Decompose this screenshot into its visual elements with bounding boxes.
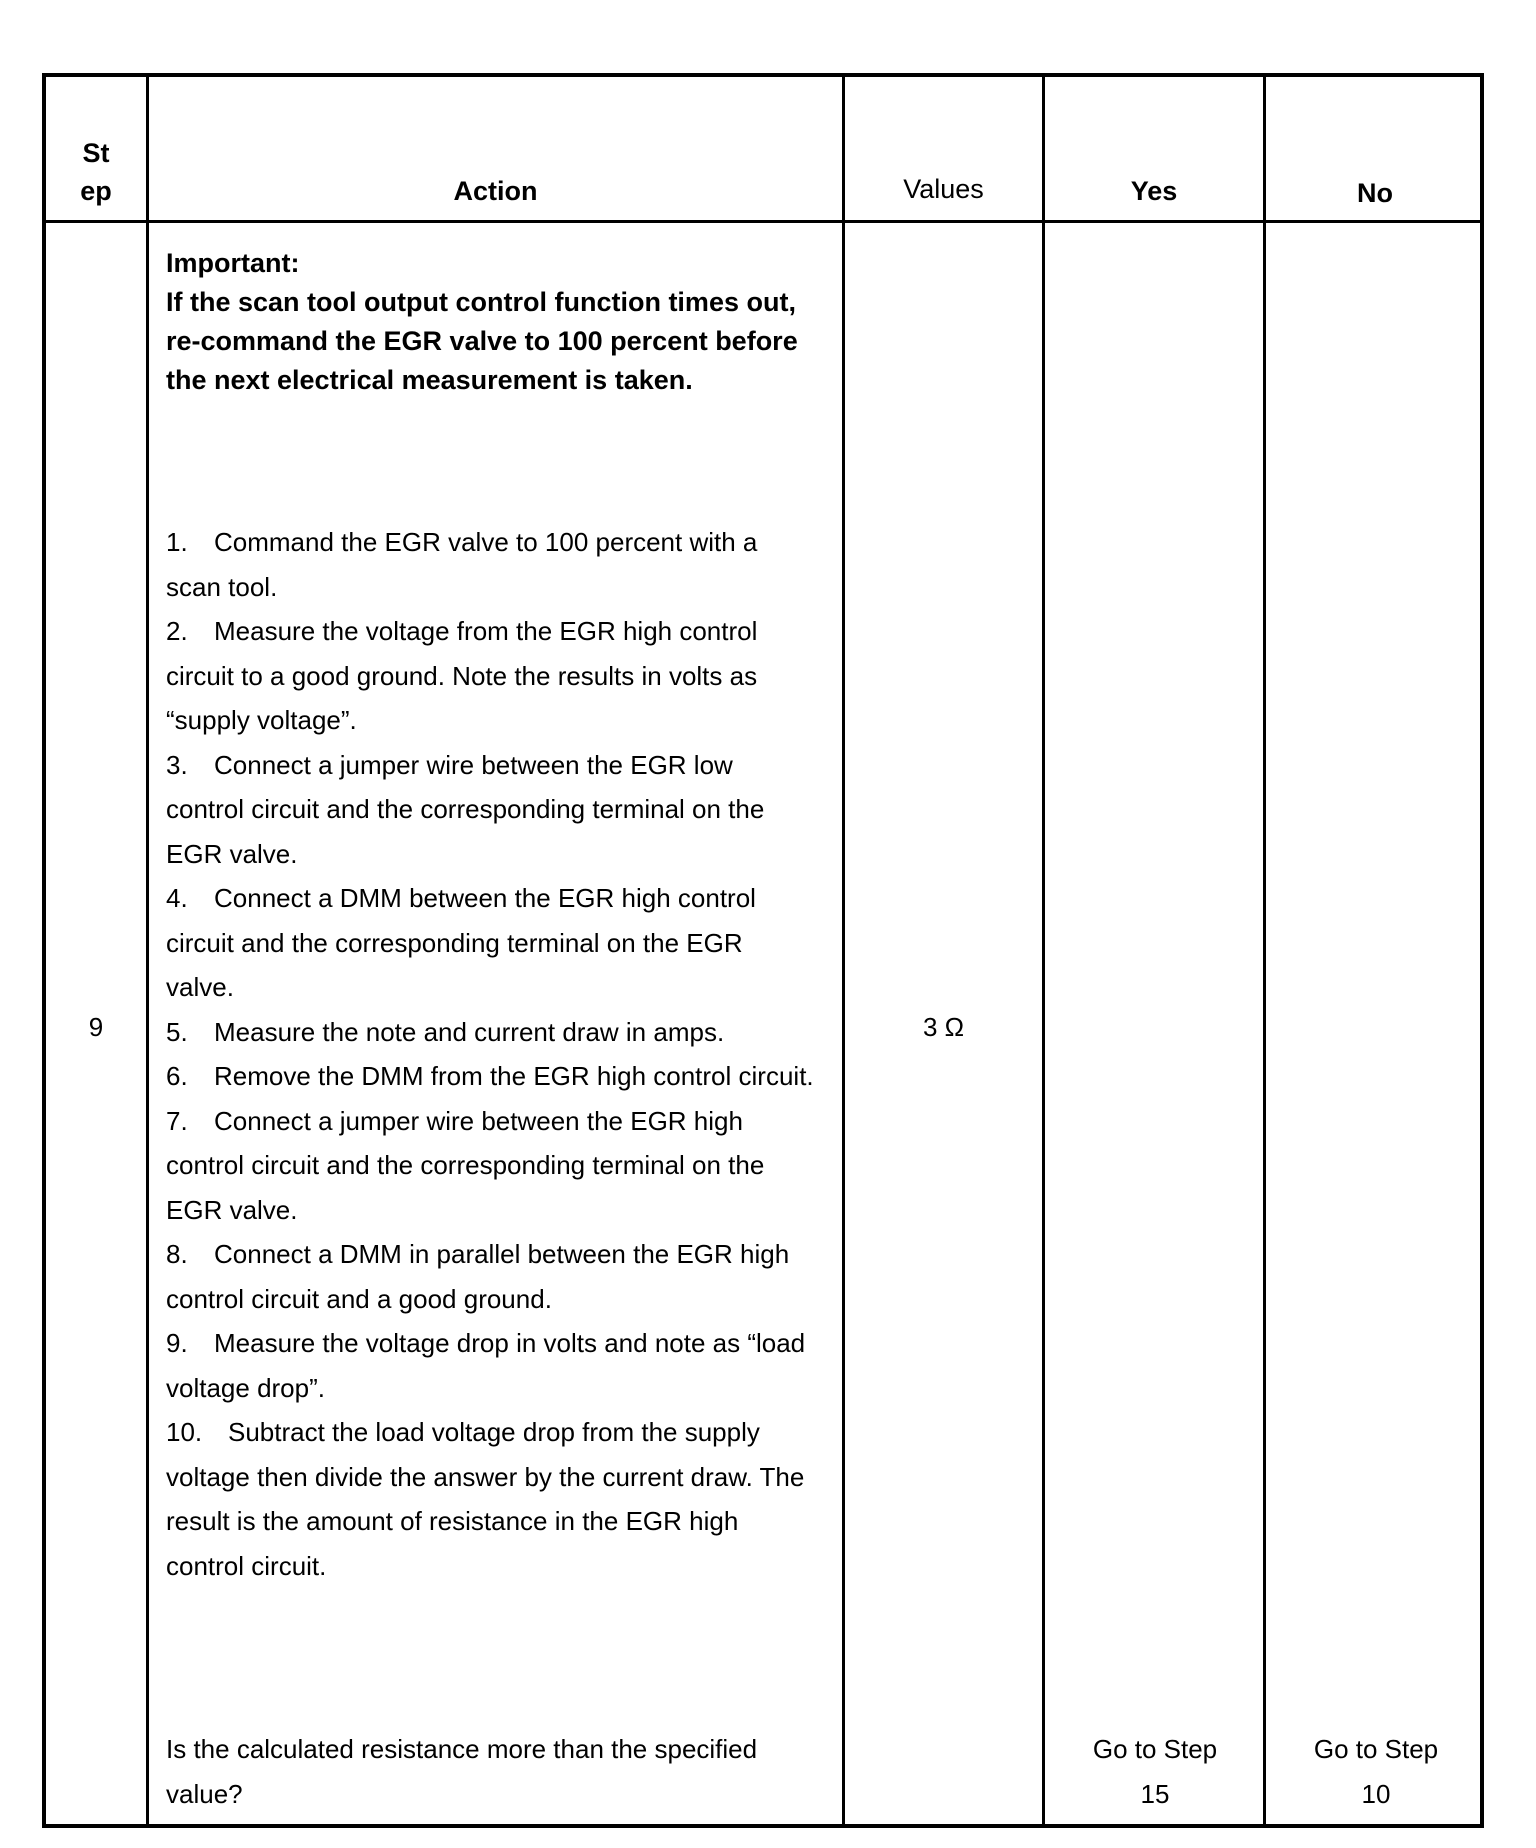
column-divider [1263, 77, 1266, 1824]
step-text: Subtract the load voltage drop from the supply voltage then divide the answer by the current draw. The result is the amount of resistance in the EGR high control circuit. [166, 1417, 805, 1581]
diagnostic-table [42, 73, 1484, 1828]
decision-question: Is the calculated resistance more than the specified value? [166, 1734, 758, 1809]
no-action: Go to Step 10 [1313, 1734, 1439, 1809]
important-text: If the scan tool output control function times out, re-command the EGR valve to 100 percent before the next electrical measurement is taken. [166, 287, 798, 395]
step-text: Command the EGR valve to 100 percent with a scan tool. [166, 527, 758, 602]
step-text: Connect a DMM between the EGR high control circuit and the corresponding terminal on the EGR valve. [166, 883, 756, 1002]
column-divider [146, 77, 149, 1824]
value-spec: 3 Ω [922, 1012, 965, 1042]
step-index: 7. [166, 1105, 188, 1136]
procedure-step [166, 520, 816, 609]
header-yes: Yes [1130, 176, 1178, 206]
procedure-step [166, 1410, 816, 1588]
step-number: 9 [88, 1012, 104, 1042]
procedure-step [166, 743, 816, 877]
step-index: 3. [166, 749, 188, 780]
step-index: 4. [166, 883, 188, 913]
step-text: Measure the voltage from the EGR high control circuit to a good ground. Note the results in volts as “supply voltage”. [166, 616, 758, 735]
step-index: 5. [166, 1016, 188, 1047]
procedure-step [166, 1054, 816, 1099]
header-action: Action [453, 176, 538, 206]
step-text: Connect a jumper wire between the EGR high control circuit and the corresponding terminal on the EGR valve. [166, 1105, 765, 1225]
step-index: 8. [166, 1239, 188, 1269]
step-text: Measure the note and current draw in amps. [214, 1016, 725, 1047]
procedure-step [166, 1010, 816, 1055]
column-divider [842, 77, 845, 1824]
step-index: 10. [166, 1417, 203, 1447]
header-no: No [1357, 178, 1393, 208]
procedure-step [166, 876, 816, 1010]
procedure-step [166, 1321, 816, 1410]
step-index: 1. [166, 527, 188, 557]
step-index: 2. [166, 616, 188, 646]
step-index: 9. [166, 1328, 188, 1358]
header-divider [46, 220, 1480, 223]
step-index: 6. [166, 1061, 188, 1091]
procedure-step [166, 1099, 816, 1233]
important-label: Important: [166, 248, 300, 278]
step-text: Connect a DMM in parallel between the EGR high control circuit and a good ground. [166, 1239, 790, 1314]
header-step: St ep [80, 138, 112, 206]
step-text: Measure the voltage drop in volts and note as “load voltage drop”. [166, 1328, 806, 1403]
important-note [166, 244, 806, 400]
procedure-step [166, 1232, 816, 1321]
step-text: Connect a jumper wire between the EGR low control circuit and the corresponding terminal on the EGR valve. [166, 749, 765, 869]
column-divider [1042, 77, 1045, 1824]
header-values: Values [903, 174, 984, 204]
procedure-steps [166, 520, 816, 1588]
step-text: Remove the DMM from the EGR high control circuit. [214, 1061, 814, 1091]
procedure-step [166, 609, 816, 743]
yes-action: Go to Step 15 [1092, 1734, 1218, 1809]
